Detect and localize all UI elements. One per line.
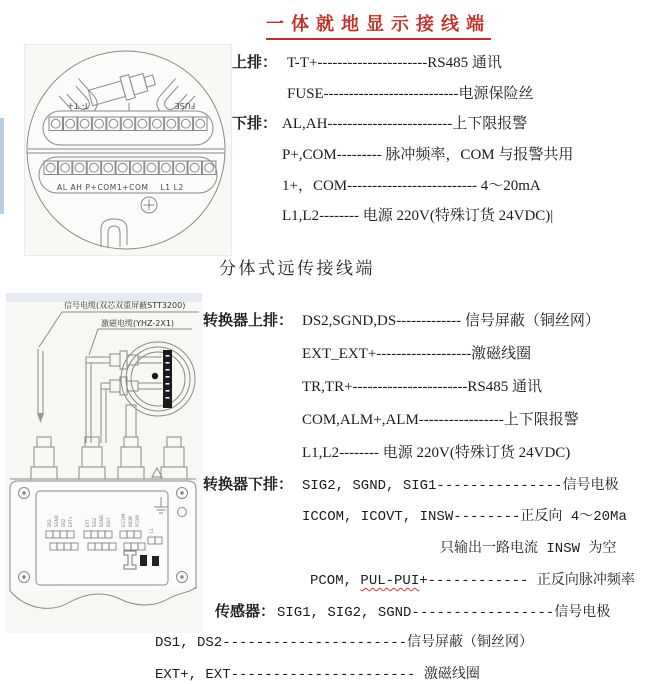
terminal-map-row [282, 175, 541, 197]
lower-strip-label: AL AH P+COM1+COM L1 L2 [57, 183, 184, 192]
terminal-map-row [302, 376, 542, 398]
svg-text:EXT+: EXT+ [68, 516, 73, 527]
terminal-map-row [302, 506, 627, 528]
row-text: L1,L2-------- 电源 220V(特殊订货 24VDC) [302, 445, 571, 461]
terminal-map-row [215, 601, 610, 624]
row-label: 转换器下排： [203, 477, 294, 493]
row-text-pre: PCOM, [310, 573, 361, 589]
transmitter-wiring-drawing [6, 293, 202, 633]
terminal-map-row [302, 442, 570, 464]
row-text: EXT_EXT+-------------------激磁线圈 [302, 346, 532, 362]
svg-text:SGND: SGND [54, 515, 59, 527]
row-text: ICCOM, ICOVT, INSW--------正反向 4～20Ma [302, 509, 627, 525]
terminal-map-row [155, 664, 480, 684]
conduit-pipe [126, 405, 136, 437]
row-text: AL,AH-------------------------上下限报警 [282, 116, 528, 132]
upper-strip-label-fuse: FUSE [174, 101, 196, 110]
row-text: SIG2, SGND, SIG1---------------信号电极 [302, 478, 619, 494]
row-label: 转换器上排： [203, 313, 294, 329]
row-label: 下排： [232, 116, 278, 132]
remote-transmitter-diagram [6, 293, 202, 633]
row-text: 1+，COM-------------------------- 4～20mA [282, 178, 541, 194]
row-text-misspell: PUL-PUI [360, 573, 420, 589]
row-text: DS1, DS2----------------------信号屏蔽（铜丝网） [155, 635, 534, 651]
integrated-terminal-diagram [24, 44, 232, 256]
terminal-map-row [282, 205, 553, 227]
excitation-cable-label: 激磁电缆(YHZ-2X1) [101, 319, 175, 328]
scan-edge-artifact [0, 118, 4, 214]
row-text: FUSE---------------------------电源保险丝 [287, 86, 534, 102]
housing-circle [27, 51, 225, 249]
round-terminal-board-drawing [25, 45, 231, 255]
row-text: SIG1, SIG2, SGND-----------------信号电极 [277, 605, 611, 621]
row-label: 传感器： [215, 604, 276, 620]
upper-strip-label-tt: T- T+ [67, 101, 89, 110]
page-title: 一体就地显示接线端 [266, 10, 491, 40]
component-relay [152, 556, 159, 566]
row-text: EXT+, EXT---------------------- 激磁线圈 [155, 667, 480, 683]
terminal-map-row [203, 474, 618, 497]
row-text-post: +------------ 正反向脉冲频率 [419, 573, 635, 589]
terminal-map-row [282, 144, 573, 166]
section-subtitle: 分体式远传接线端 [219, 259, 375, 278]
row-text: T-T+----------------------RS485 通讯 [287, 55, 502, 71]
terminal-map-row [232, 113, 527, 135]
svg-text:SIG2: SIG2 [92, 517, 97, 527]
svg-text:DS2: DS2 [61, 518, 66, 527]
row-text: DS2,SGND,DS------------- 信号屏蔽（铜丝网） [302, 313, 600, 329]
row-text: COM,ALM+,ALM-----------------上下限报警 [302, 412, 579, 428]
terminal-map-row [232, 52, 502, 74]
row-text: TR,TR+-----------------------RS485 通讯 [302, 379, 543, 395]
svg-text:ICCOM: ICCOM [121, 513, 126, 527]
terminal-map-row [302, 409, 579, 431]
terminal-map-row [287, 83, 534, 105]
row-text: P+,COM--------- 脉冲频率，COM 与报警共用 [282, 147, 574, 163]
signal-cable-cut [37, 349, 44, 423]
component-relay [140, 555, 147, 566]
svg-text:EXT: EXT [85, 519, 90, 527]
svg-text:L1: L1 [149, 528, 154, 533]
sensor-cables [86, 357, 110, 443]
svg-text:SGND: SGND [99, 515, 104, 527]
terminal-map-row [440, 538, 616, 560]
signal-cable-label: 信号电缆(双芯双重屏蔽STT3200) [64, 301, 186, 310]
row-label: 上排： [232, 55, 278, 71]
box-connectors [31, 437, 187, 479]
terminal-map-row [203, 310, 600, 332]
svg-text:INSW: INSW [128, 516, 133, 527]
svg-text:SIG1: SIG1 [106, 517, 111, 527]
transmitter-box [10, 479, 196, 608]
terminal-map-row [302, 343, 531, 365]
svg-text:DS1: DS1 [47, 518, 52, 527]
row-text: 只输出一路电流 INSW 为空 [440, 541, 617, 557]
terminal-map-row [155, 632, 533, 654]
row-text: L1,L2-------- 电源 220V(特殊订货 24VDC)| [282, 208, 554, 224]
svg-text:PCOM: PCOM [135, 515, 140, 527]
terminal-map-row [310, 570, 635, 592]
